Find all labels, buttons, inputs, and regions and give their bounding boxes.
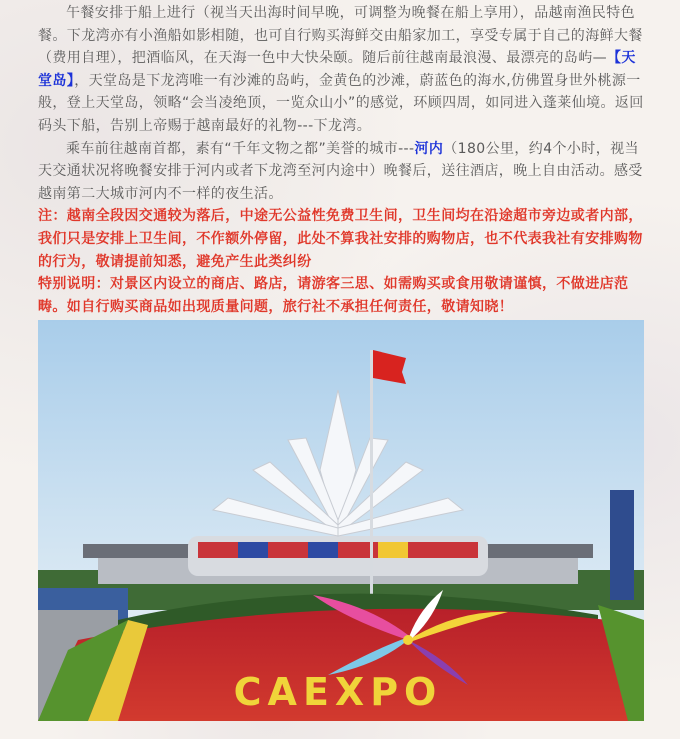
caexpo-photo (38, 320, 644, 721)
flag-band-yellow (378, 542, 408, 558)
right-tower (610, 490, 634, 600)
paragraph-text: 乘车前往越南首都，素有“千年文物之都”美誉的城市--- (66, 140, 415, 157)
paragraph-text: ，天堂岛是下龙湾唯一有沙滩的岛屿，金黄色的沙滩，蔚蓝色的海水,仿佛置身世外桃源一般，登上天堂岛，领略“会当凌绝顶，一览众山小”的感觉，环顾四周，如同进入蓬莱仙境。返回码头下船，告别上帝赐于越南最好的礼物---下龙湾。 (38, 72, 644, 134)
paragraph-text: 午餐安排于船上进行（视当天出海时间早晚，可调整为晚餐在船上享用），品越南渔民特色餐。下龙湾亦有小渔船如影相随，也可自行购买海鲜交由船家加工，享受专属于自己的海鲜大餐（费用自理），把酒临风，在天海一色中大快朵颐。随后前往越南最浪漫、最漂亮的岛屿— (38, 5, 643, 67)
flagpole (370, 350, 373, 600)
special-notice: 特别说明：对景区内设立的商店、路店，请游客三思、如需购买或食用敬请谨慎，不做进店范畴。如自行购买商品如出现质量问题，旅行社不承担任何责任，敬请知晓！ (38, 276, 629, 315)
flag-band-blue (238, 542, 268, 558)
flag-band-blue (308, 542, 338, 558)
paragraph-hanoi (38, 138, 648, 206)
note-restroom: 注：越南全段因交通较为落后，中途无公益性免费卫生间，卫生间均在沿途超市旁边或者内部，我们只是安排上卫生间，不作额外停留，此处不算我社安排的购物店，也不代表我社有安排购物的行为，敬请提前知悉，避免产生此类纠纷 (38, 208, 643, 270)
paragraph-halong (38, 2, 648, 138)
garden-text: CAEXPO (233, 670, 443, 714)
paragraph-text: （180公里，约4个小时，视当天交通状况将晚餐安排于河内或者下龙湾至河内途中）晚餐后，送往酒店，晚上自由活动。感受越南第二大城市河内不一样的夜生活。 (38, 140, 643, 202)
highlight-tiantang-island: 【天堂岛】 (38, 50, 636, 89)
article-text (38, 2, 648, 318)
highlight-hanoi: 河内 (414, 140, 444, 157)
